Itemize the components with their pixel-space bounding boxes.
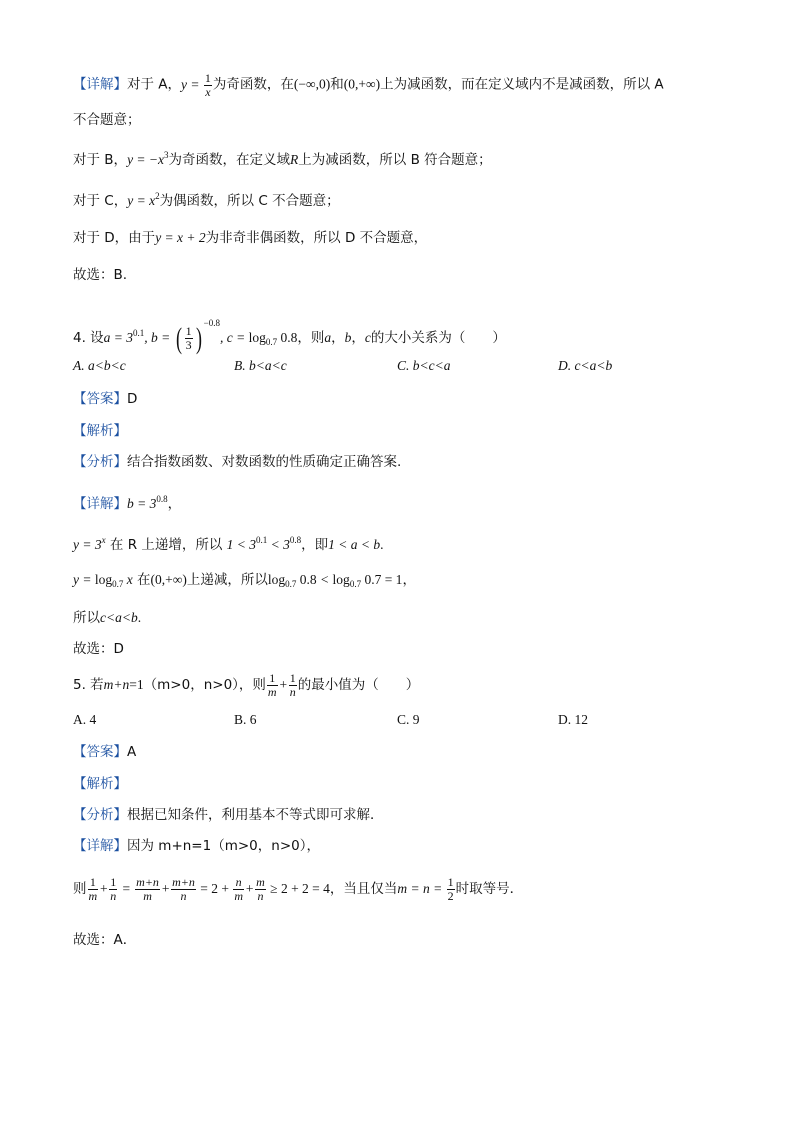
- formula-y-x-squared: $y = x^2$: [127, 191, 160, 208]
- text: 时取等号．: [455, 881, 524, 897]
- formula-log-ineq: $\log_{0.7} 0.8 < \log_{0.7} 0.7 = 1$: [267, 572, 403, 589]
- q4-choose: 故选：D: [73, 641, 124, 657]
- detail-tag: 【详解】: [73, 76, 127, 93]
- q4-answer-line: [73, 389, 137, 409]
- interval-0-pos-inf: (0,+∞): [343, 76, 381, 92]
- text: 上为减函数，而在定义域内不是减函数，所以 A: [380, 76, 664, 93]
- text: 4. 设: [73, 330, 104, 346]
- text: ，: [167, 496, 182, 511]
- q5-choose: 故选：A．: [73, 932, 137, 948]
- text: 所以: [73, 610, 100, 626]
- formula-q4-definitions: $a = 3^{0.1}$, b = ( $\frac{1}{3}$ ) $^{-0.8}$, $c = \log_{0.7} 0.8$: [103, 318, 298, 355]
- text: 为偶函数，所以 C 不合题意；: [159, 193, 340, 209]
- q4-option-b: B. b<a<c: [234, 358, 287, 373]
- q5-answer-line: [73, 742, 136, 762]
- text: 的最小值为（ ）: [297, 677, 420, 693]
- q4-fenxi-line: [73, 452, 401, 472]
- text: 根据已知条件，利用基本不等式即可求解．: [127, 807, 384, 823]
- text: 在: [137, 572, 151, 588]
- q4-stem: [73, 305, 506, 360]
- text: 上为减函数，所以 B 符合题意；: [298, 152, 492, 168]
- var-c: c: [364, 330, 371, 345]
- text: 对于 D，由于: [73, 230, 156, 246]
- formula-y-3-pow-x: $y = 3^x$: [73, 535, 106, 552]
- fenxi-tag: 【分析】: [73, 807, 127, 823]
- text: .: [380, 537, 384, 552]
- q3-choose: 故选：B.: [73, 267, 128, 283]
- text: ，: [351, 330, 365, 346]
- q3-detail-a-line1: [73, 72, 664, 99]
- text: 为奇函数，在定义域: [168, 152, 291, 168]
- text: =1: [129, 677, 144, 692]
- q4-answer: D: [127, 391, 138, 407]
- detail-tag: 【详解】: [73, 838, 127, 854]
- q5-fenxi-line: [73, 805, 384, 825]
- text: 结合指数函数、对数函数的性质确定正确答案.: [127, 454, 402, 470]
- q5-option-c: C. 9: [397, 712, 420, 727]
- q5-answer: A: [127, 744, 137, 760]
- formula-b-eq-3-pow-08: $b = 3^{0.8}$: [127, 494, 168, 511]
- text: 的大小关系为（ ）: [370, 330, 506, 346]
- formula-m-plus-n-eq-1: m+n: [103, 677, 130, 692]
- q5-detail-line1: [73, 836, 320, 856]
- formula-q5-inequality: $\frac{1}{m}$ + $\frac{1}{n}$ = $\frac{m+n}{m}$ + $\frac{m+n}{n}$ = 2 + $\frac{n}{m}$ + $\frac{m}{n}$ ≥ 2 + 2 = 4: [88, 875, 330, 904]
- fenxi-tag: 【分析】: [73, 454, 127, 470]
- q3-detail-c-line: [73, 186, 340, 211]
- text: 为奇函数，在: [212, 76, 294, 93]
- formula-y-1-over-x: y = $\frac{1}{x}$: [181, 71, 211, 99]
- text: 和: [330, 76, 344, 93]
- text: ，当且仅当: [329, 881, 398, 897]
- text: （m>0，n>0），则: [143, 677, 266, 693]
- text: 5. 若: [73, 677, 104, 693]
- q4-detail-line1: [73, 489, 181, 514]
- detail-tag: 【详解】: [73, 496, 127, 512]
- text: 为非奇非偶函数，所以 D 不合题意，: [205, 230, 428, 246]
- formula-m-eq-n-eq-half: m = n = $\frac{1}{2}$: [397, 875, 454, 904]
- text: 对于 A，: [127, 76, 182, 93]
- q5-analysis-tag: 【解析】: [73, 776, 127, 792]
- q4-detail-line4: [73, 608, 141, 628]
- formula-c-lt-a-lt-b: c<a<b: [100, 610, 138, 625]
- q3-detail-b-line: [73, 145, 492, 170]
- text: .: [137, 610, 142, 625]
- text: ，则: [297, 330, 325, 346]
- q4-detail-line2: [73, 530, 384, 555]
- text: 上递减，所以: [186, 572, 268, 588]
- symbol-R: R: [290, 152, 299, 167]
- formula-1-lt-a-lt-b: 1 < a < b: [328, 537, 381, 552]
- q4-option-d: D. c<a<b: [558, 358, 613, 373]
- text: ，: [331, 330, 345, 346]
- text: 因为 m+n=1（m>0，n>0），: [127, 838, 320, 854]
- text: 在 R 上递增，所以: [109, 537, 223, 553]
- text: ，即: [301, 537, 329, 553]
- answer-tag: 【答案】: [73, 744, 127, 760]
- text: 则: [73, 881, 87, 897]
- q5-option-d: D. 12: [558, 712, 588, 727]
- formula-ineq-exp: $1 < 3^{0.1} < 3^{0.8}$: [226, 535, 302, 552]
- q4-detail-line3: [73, 570, 416, 594]
- answer-tag: 【答案】: [73, 391, 127, 407]
- q4-option-c: C. b<c<a: [397, 358, 451, 373]
- formula-y-x-plus-2: y = x + 2: [155, 230, 206, 245]
- interval-neg-inf-0: (−∞,0): [293, 76, 331, 92]
- formula-y-log: $y = \log_{0.7} x$: [73, 572, 133, 589]
- formula-1-over-m-plus-1-over-n: $\frac{1}{m}$ + $\frac{1}{n}$: [267, 671, 296, 700]
- var-b: b: [344, 330, 352, 345]
- interval-0-pos-inf: (0,+∞): [150, 572, 187, 587]
- text: 对于 C，: [73, 193, 128, 209]
- q3-detail-d-line: [73, 228, 427, 248]
- q5-detail-line2: [73, 872, 523, 906]
- q5-option-a: A. 4: [73, 712, 97, 727]
- var-a: a: [324, 330, 332, 345]
- text: ，: [402, 572, 416, 588]
- q5-stem: [73, 670, 419, 700]
- text: 对于 B，: [73, 152, 128, 168]
- q5-option-b: B. 6: [234, 712, 257, 727]
- formula-y-neg-x-cubed: $y = -x^3$: [127, 150, 169, 167]
- q4-option-a: A. a<b<c: [73, 358, 126, 373]
- q4-analysis-tag: 【解析】: [73, 423, 127, 439]
- q3-detail-a-line2: 不合题意；: [73, 112, 141, 128]
